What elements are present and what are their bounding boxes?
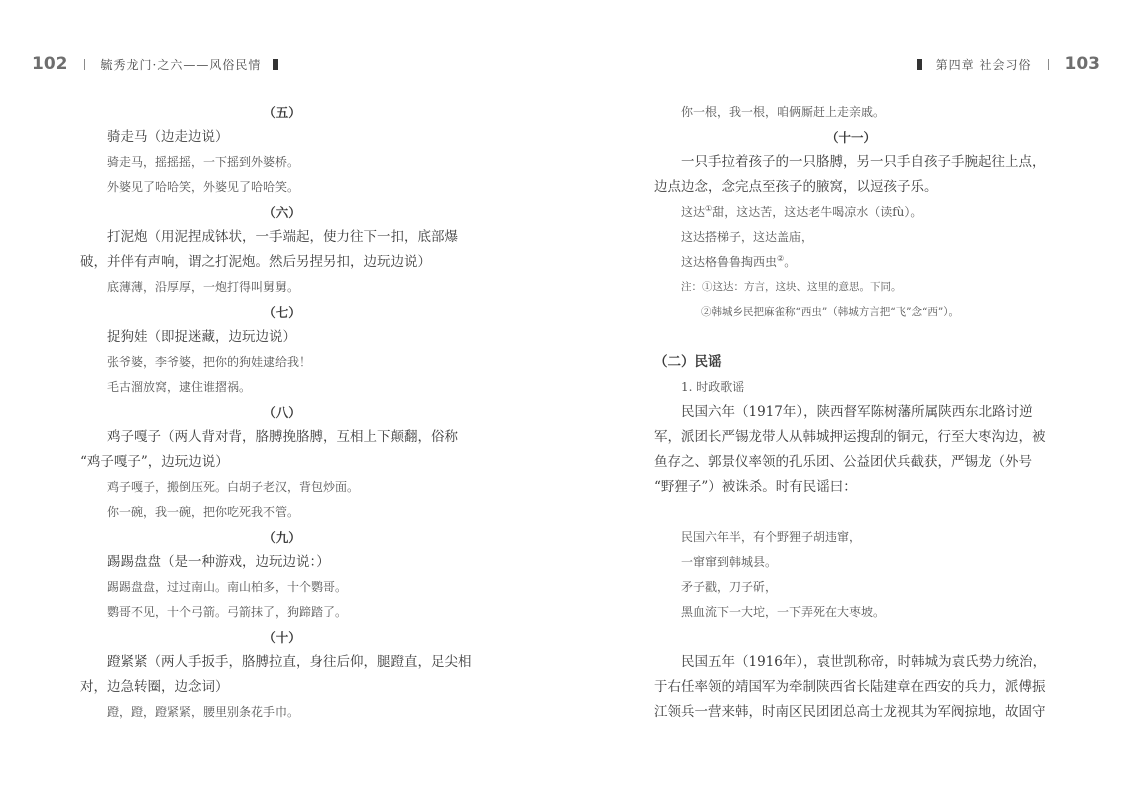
paragraph-line: 破，并伴有声响，谓之打泥炮。然后另捏另扣，边玩边说） <box>80 254 431 270</box>
right-page-header <box>917 52 1100 76</box>
header-marker-block <box>273 59 278 70</box>
verse-line: 外婆见了哈哈笑，外婆见了哈哈笑。 <box>107 180 300 194</box>
blank-line <box>654 500 1048 525</box>
paragraph-line: 军，派团长严锡龙带人从韩城押运搜刮的铜元，行至大枣沟边，被 <box>654 429 1046 445</box>
left-page <box>0 0 566 799</box>
paragraph-line: 鱼存之、郭景仪率领的孔乐团、公益团伏兵截获，严锡龙（外号 <box>654 454 1032 470</box>
paragraph-line: 边点边念，念完点至孩子的腋窝，以逗孩子乐。 <box>654 179 938 195</box>
section-number: （十） <box>263 630 301 645</box>
verse-line: 矛子戳，刀子斫， <box>681 580 778 594</box>
verse-line: 民国六年半，有个野狸子胡违窜， <box>681 530 862 544</box>
verse-text: 这达格鲁鲁掏西虫 <box>681 255 778 269</box>
paragraph-line: “野狸子”）被诛杀。时有民谣曰： <box>654 479 857 495</box>
header-divider <box>84 59 85 70</box>
verse-line: 这达搭梯子，这达盖庙， <box>681 230 814 244</box>
left-page-body <box>80 100 484 725</box>
section-number: （八） <box>263 405 301 420</box>
header-marker-block <box>917 59 922 70</box>
footnote-marker: ① <box>705 204 713 213</box>
left-page-header <box>32 52 278 76</box>
section-number: （七） <box>263 305 301 320</box>
paragraph-line: 民国五年（1916年），袁世凯称帝，时韩城为袁氏势力统治， <box>681 654 1047 670</box>
page-number: 102 <box>32 54 68 74</box>
subsection-heading: 1. 时政歌谣 <box>681 380 745 394</box>
paragraph-line: 踢踢盘盘（是一种游戏，边玩边说：） <box>107 554 330 570</box>
footnote-line: ②韩城乡民把麻雀称“西虫”（韩城方言把“飞”念“西”）。 <box>701 306 959 318</box>
section-number: （九） <box>263 530 301 545</box>
right-page-body <box>654 100 1048 725</box>
section-number: （六） <box>263 205 301 220</box>
running-title: 毓秀龙门·之六——风俗民情 <box>100 57 262 72</box>
verse-text: 甜，这达苦，这达老牛喝凉水（读fù）。 <box>712 205 923 219</box>
section-number: （十一） <box>825 130 876 145</box>
verse-line: 你一碗，我一碗，把你吃死我不管。 <box>107 505 300 519</box>
section-heading: （二）民谣 <box>654 354 722 370</box>
paragraph-line: 打泥炮（用泥捏成钵状，一手端起，使力往下一扣，底部爆 <box>107 229 458 245</box>
verse-text: 。 <box>784 255 797 269</box>
running-title: 第四章 社会习俗 <box>935 57 1032 72</box>
verse-line: 底薄薄，沿厚厚，一炮打得叫舅舅。 <box>107 280 300 294</box>
verse-line: 一窜窜到韩城县。 <box>681 555 778 569</box>
paragraph-line: 捉狗娃（即捉迷藏，边玩边说） <box>107 329 296 345</box>
verse-line: 你一根，我一根，咱俩厮赶上走亲戚。 <box>681 105 886 119</box>
paragraph-line: 一只手拉着孩子的一只胳膊，另一只手自孩子手腕起往上点， <box>681 154 1046 170</box>
paragraph-line: 骑走马（边走边说） <box>107 129 229 145</box>
verse-line: 蹬，蹬，蹬紧紧，腰里别条花手巾。 <box>107 705 300 719</box>
blank-line <box>654 625 1048 650</box>
footnote-marker: ② <box>777 254 785 263</box>
paragraph-line: 于右任率领的靖国军为牵制陕西省长陆建章在西安的兵力，派傅振 <box>654 679 1046 695</box>
verse-line: 黑血流下一大坨，一下弄死在大枣坡。 <box>681 605 886 619</box>
verse-line: 骑走马，摇摇摇，一下摇到外婆桥。 <box>107 155 300 169</box>
section-number: （五） <box>263 105 301 120</box>
header-divider <box>1048 59 1049 70</box>
blank-line <box>654 325 1048 350</box>
verse-line <box>654 200 1048 225</box>
verse-line: 鹦哥不见，十个弓箭。弓箭抹了，狗蹄踏了。 <box>107 605 348 619</box>
verse-line <box>654 250 1048 275</box>
verse-line: 踢踢盘盘，过过南山。南山柏多，十个鹦哥。 <box>107 580 348 594</box>
page-number: 103 <box>1064 54 1100 74</box>
paragraph-line: 鸡子嘎子（两人背对背，胳膊挽胳膊，互相上下颠翻，俗称 <box>107 429 458 445</box>
paragraph-line: “鸡子嘎子”，边玩边说） <box>80 454 229 470</box>
verse-line: 毛古溜放窝，逮住谁摺祸。 <box>107 380 252 394</box>
verse-line: 鸡子嘎子，搬倒压死。白胡子老汉，背包炒面。 <box>107 480 360 494</box>
verse-text: 这达 <box>681 205 706 219</box>
footnote-line: 注：①这达：方言，这块、这里的意思。下同。 <box>681 281 902 293</box>
paragraph-line: 对，边急转圈，边念词） <box>80 679 229 695</box>
verse-line: 张爷婆，李爷婆，把你的狗娃逮给我！ <box>107 355 312 369</box>
right-page <box>566 0 1133 799</box>
paragraph-line: 蹬紧紧（两人手扳手，胳膊拉直，身往后仰，腿蹬直，足尖相 <box>107 654 472 670</box>
paragraph-line: 民国六年（1917年），陕西督军陈树藩所属陕西东北路讨逆 <box>681 404 1033 420</box>
paragraph-line: 江领兵一营来韩，时南区民团团总高士龙视其为军阀掠地，故固守 <box>654 704 1046 720</box>
